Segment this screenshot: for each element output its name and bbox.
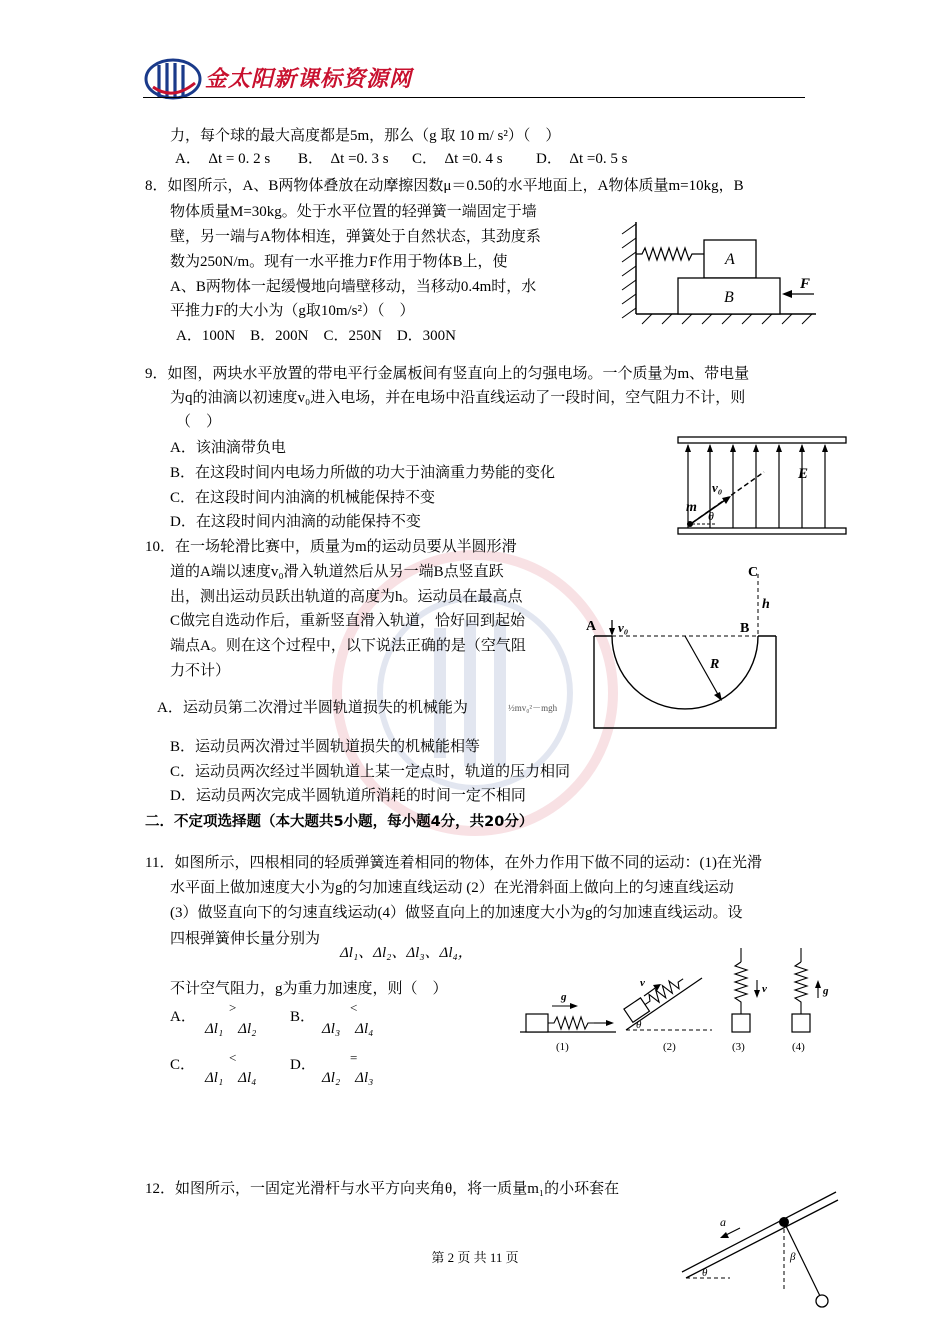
q8-line-6: 平推力F的大小为（g取10m/s²）（ ） (170, 303, 415, 319)
q11-line-2: 水平面上做加速度大小为g的匀加速直线运动 (2）在光滑斜面上做向上的匀速直线运动 (170, 880, 734, 896)
header-rule (143, 97, 805, 98)
q10-option-a-formula: ½mv₀²－mgh (508, 703, 558, 713)
q11-fig4-label: (4) (792, 1041, 805, 1053)
q10-line-5: 端点A。则在这个过程中，以下说法正确的是（空气阻 (170, 638, 526, 654)
q10-height-label: h (762, 597, 770, 612)
q11-option-a-label: A． (170, 1009, 196, 1025)
q11-line-5: 不计空气阻力，g为重力加速度，则（ ） (170, 981, 448, 997)
q11-option-d-label: D． (290, 1057, 316, 1073)
q9-capacitor-field-figure (676, 434, 848, 538)
q11-fig3-label: (3) (732, 1041, 745, 1053)
q10-line-1: 10．在一场轮滑比赛中，质量为m的运动员要从半圆形滑 (145, 539, 517, 555)
section-2-title: 二．不定项选择题（本大题共5小题，每小题4分，共20分） (145, 814, 534, 830)
q9-line-1: 9．如图，两块水平放置的带电平行金属板间有竖直向上的匀强电场。一个质量为m、带电量 (145, 366, 750, 382)
q9-option-d: D．在这段时间内油滴的动能保持不变 (170, 514, 421, 530)
q11-option-b-relation: < (350, 1000, 358, 1015)
brand-name: 金太阳新课标资源网 (205, 66, 413, 92)
q8-force-label: F (800, 276, 811, 292)
q8-spring-blocks-figure (618, 220, 818, 328)
q12-theta-label: θ (702, 1267, 708, 1279)
q7-option-b: B． Δt =0. 3 s (298, 151, 389, 167)
q8-line-4: 数为250N/m。现有一水平推力F作用于物体B上，使 (170, 254, 508, 270)
q10-line-4: C做完自选动作后，重新竖直滑入轨道，恰好回到起始 (170, 613, 526, 629)
q7-option-d: D． Δt =0. 5 s (536, 151, 628, 167)
q7-stem-tail: 力，每个球的最大高度都是5m，那么（g 取 10 m/ s²）（ ） (170, 128, 561, 144)
q11-line-3: (3）做竖直向下的匀速直线运动(4）做竖直向上的加速度大小为g的匀加速直线运动。设 (170, 905, 743, 921)
q12-beta-label: β (790, 1251, 796, 1263)
q10-velocity-label: v₀ (618, 620, 629, 635)
q10-option-c: C．运动员两次经过半圆轨道上某一定点时，轨道的压力相同 (170, 764, 571, 780)
q11-line-4: 四根弹簧伸长量分别为 (170, 931, 321, 947)
q8-line-5: A、B两物体一起缓慢地向墙壁移动，当移动0.4m时，水 (170, 279, 537, 295)
q11-option-d-expr: Δl₂ Δl₃ (322, 1070, 374, 1086)
q9-line-3: （ ） (176, 414, 222, 430)
q9-option-c: C．在这段时间内油滴的机械能保持不变 (170, 490, 436, 506)
q11-option-a-expr: Δl₁ Δl₂ (205, 1021, 257, 1037)
q8-line-3: 壁，另一端与A物体相连，弹簧处于自然状态，其劲度系 (170, 229, 541, 245)
q10-radius-label: R (710, 657, 720, 672)
q11-option-c-label: C． (170, 1057, 196, 1073)
q11-option-d-relation: = (350, 1050, 358, 1065)
q8-line-2: 物体质量M=30kg。处于水平位置的轻弹簧一端固定于墙 (170, 204, 537, 220)
q9-field-label: E (798, 466, 809, 482)
q12-line-1: 12．如图所示，一固定光滑杆与水平方向夹角θ，将一质量m₁的小环套在 (145, 1181, 620, 1197)
q11-fig1-label: (1) (556, 1041, 569, 1053)
q10-option-b: B．运动员两次滑过半圆轨道损失的机械能相等 (170, 739, 481, 755)
q11-line-1: 11．如图所示，四根相同的轻质弹簧连着相同的物体，在外力作用下做不同的运动：(1)在光滑 (145, 855, 762, 871)
q12-accel-label: a (720, 1215, 726, 1229)
q7-option-a: A． Δt = 0. 2 s (175, 151, 271, 167)
q11-four-springs-figure (516, 942, 836, 1058)
q10-option-a: A．运动员第二次滑过半圆轨道损失的机械能为 (157, 700, 468, 716)
q11-fig3-v-label: v (762, 983, 767, 995)
q11-option-b-expr: Δl₃ Δl₄ (322, 1021, 374, 1037)
q11-option-c-relation: < (229, 1050, 237, 1065)
q9-angle-label: θ (708, 509, 714, 523)
q11-fig2-v-label: v (640, 977, 645, 989)
q8-block-a-label: A (725, 251, 735, 268)
q10-line-6: 力不计） (170, 663, 231, 679)
q10-half-pipe-figure (582, 562, 782, 732)
q10-line-3: 出，测出运动员跃出轨道的高度为h。运动员在最高点 (170, 589, 523, 605)
q9-velocity-label: v₀ (712, 480, 723, 495)
q10-option-d: D．运动员两次完成半圆轨道所消耗的时间一定不相同 (170, 788, 526, 804)
q10-line-2: 道的A端以速度v₀滑入轨道然后从另一端B点竖直跃 (170, 564, 504, 580)
q8-line-1: 8．如图所示，A、B两物体叠放在动摩擦因数μ＝0.50的水平地面上，A物体质量m=10kg，B (145, 178, 744, 194)
q11-deltas: Δl₁、Δl₂、Δl₃、Δl₄， (340, 945, 473, 961)
q11-fig1-g-label: g (561, 991, 567, 1003)
q9-option-b: B．在这段时间内电场力所做的功大于油滴重力势能的变化 (170, 465, 556, 481)
q8-block-b-label: B (724, 289, 734, 306)
q9-line-2: 为q的油滴以初速度v₀进入电场，并在电场中沿直线运动了一段时间，空气阻力不计，则 (170, 390, 746, 406)
q9-option-a: A．该油滴带负电 (170, 440, 286, 456)
q10-point-b-label: B (740, 621, 750, 636)
q8-options: A．100N B．200N C．250N D．300N (176, 328, 457, 344)
q11-fig4-g-label: g (823, 985, 829, 997)
q11-option-a-relation: > (229, 1000, 237, 1015)
q11-option-b-label: B． (290, 1009, 316, 1025)
q9-mass-label: m (686, 500, 697, 515)
q11-fig2-label: (2) (663, 1041, 676, 1053)
q10-point-c-label: C (748, 565, 759, 580)
q11-option-c-expr: Δl₁ Δl₄ (205, 1070, 257, 1086)
page-number: 第 2 页 共 11 页 (431, 1250, 519, 1265)
q11-fig2-theta-label: θ (636, 1019, 642, 1031)
q7-option-c: C． Δt =0. 4 s (412, 151, 503, 167)
q10-point-a-label: A (586, 619, 597, 634)
